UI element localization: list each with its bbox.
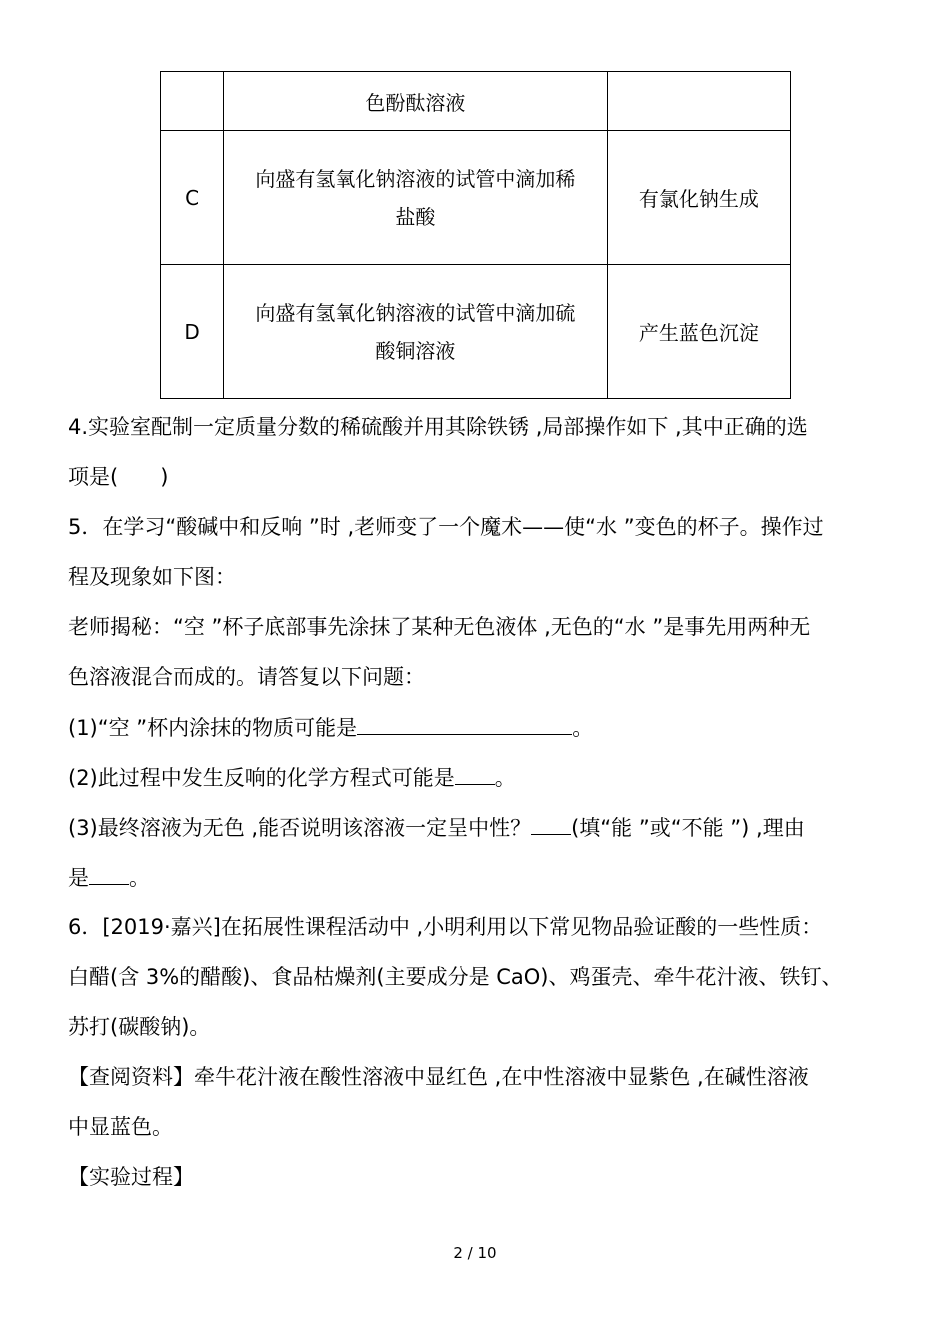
question-4-text: 4.实验室配制一定质量分数的稀硫酸并用其除铁锈 ,局部操作如下 ,其中正确的选	[68, 415, 808, 439]
operation-line: 向盛有氢氧化钠溶液的试管中滴加硫	[255, 300, 576, 325]
question-5-sub-2	[68, 762, 898, 793]
table-row	[161, 265, 791, 399]
question-4-text: 项是( )	[68, 465, 169, 489]
sub-question-text: (2)此过程中发生反响的化学方程式可能是	[68, 766, 455, 790]
question-6-text: 【查阅资料】牵牛花汁液在酸性溶液中显红色 ,在中性溶液中显紫色 ,在碱性溶液	[68, 1065, 809, 1089]
answer-blank[interactable]	[89, 862, 129, 885]
row-result	[607, 72, 790, 131]
operation-line: 酸铜溶液	[375, 338, 456, 363]
table-row	[161, 131, 791, 265]
sub-question-text: (填“能 ”或“不能 ”) ,理由	[571, 816, 805, 840]
row-label: D	[161, 265, 224, 399]
question-5-text: 程及现象如下图：	[68, 565, 236, 589]
row-operation: 色酚酞溶液	[224, 72, 608, 131]
question-5-text: 色溶液混合而成的。请答复以下问题：	[68, 665, 425, 689]
question-5-text: 老师揭秘：“空 ”杯子底部事先涂抹了某种无色液体 ,无色的“水 ”是事先用两种无	[68, 615, 811, 639]
sub-question-text: 是	[68, 866, 89, 890]
sub-question-text: (1)“空 ”杯内涂抹的物质可能是	[68, 716, 358, 740]
answer-blank[interactable]	[455, 762, 495, 785]
row-label	[161, 72, 224, 131]
question-6-text: 6．[2019·嘉兴]在拓展性课程活动中 ,小明利用以下常见物品验证酸的一些性质：	[68, 915, 823, 939]
question-5-sub-1	[68, 712, 898, 743]
row-operation	[224, 131, 608, 265]
question-6-text: 白醋(含 3%的醋酸)、食品枯燥剂(主要成分是 CaO)、鸡蛋壳、牵牛花汁液、铁钉、	[68, 965, 843, 989]
question-6-text: 中显蓝色。	[68, 1115, 173, 1139]
row-operation	[224, 265, 608, 399]
answer-blank[interactable]	[531, 812, 571, 835]
row-result: 产生蓝色沉淀	[607, 265, 790, 399]
sub-question-text: (3)最终溶液为无色 ,能否说明该溶液一定呈中性？	[68, 816, 532, 840]
row-label: C	[161, 131, 224, 265]
page-number: 2 / 10	[453, 1244, 497, 1262]
question-6-text: 【实验过程】	[68, 1165, 194, 1189]
question-5-sub-3	[68, 812, 898, 843]
sub-question-text: 。	[494, 766, 516, 790]
table-row	[161, 72, 791, 131]
sub-question-text: 。	[572, 716, 594, 740]
operation-line: 盐酸	[395, 204, 436, 229]
operation-line: 向盛有氢氧化钠溶液的试管中滴加稀	[255, 166, 576, 191]
question-6-text: 苏打(碳酸钠)。	[68, 1015, 211, 1039]
question-5-sub-3	[68, 862, 898, 893]
sub-question-text: 。	[129, 866, 150, 890]
row-result: 有氯化钠生成	[607, 131, 790, 265]
answer-blank[interactable]	[357, 712, 572, 735]
experiment-table	[160, 71, 791, 399]
question-5-text: 5．在学习“酸碱中和反响 ”时 ,老师变了一个魔术——使“水 ”变色的杯子。操作过	[68, 515, 824, 539]
